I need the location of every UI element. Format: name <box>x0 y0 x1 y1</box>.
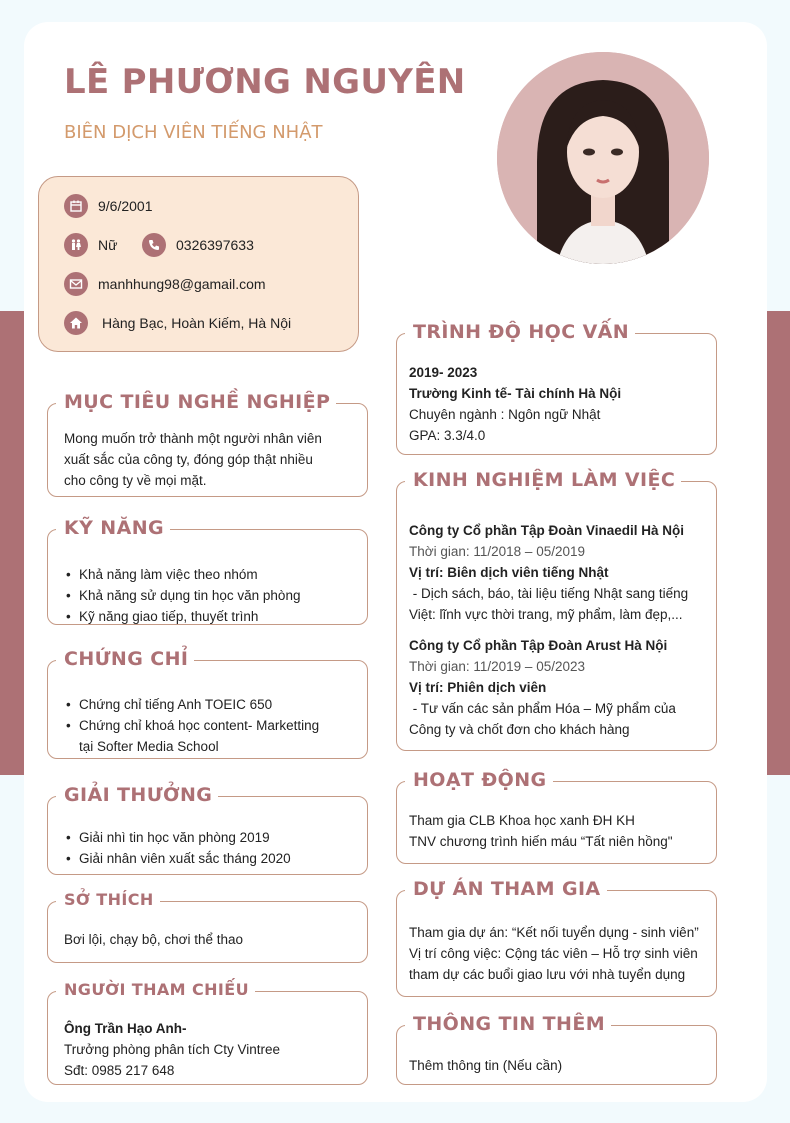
home-icon <box>64 311 88 335</box>
objective-line: Mong muốn trở thành một người nhân viên <box>64 431 322 446</box>
job-company: Công ty Cổ phần Tập Đoàn Vinaedil Hà Nội <box>409 523 685 538</box>
email-value: manhhung98@gamail.com <box>98 276 266 292</box>
gender-row <box>64 233 117 257</box>
skills-section <box>47 517 368 625</box>
extra-info-section <box>396 1013 717 1085</box>
skill-item: • Khả năng làm việc theo nhóm <box>58 564 355 585</box>
projects-section <box>396 878 717 997</box>
phone-icon <box>142 233 166 257</box>
project-line: Vị trí công việc: Cộng tác viên – Hỗ trợ sinh viên <box>409 946 698 961</box>
reference-phone: Sđt: 0985 217 648 <box>64 1063 175 1078</box>
address-row <box>64 311 291 335</box>
reference-name: Ông Trần Hạo Anh- <box>64 1021 187 1036</box>
job-description: - Dịch sách, báo, tài liệu tiếng Nhật sang tiếng <box>409 586 689 601</box>
skill-item: • Kỹ năng giao tiếp, thuyết trình <box>58 606 355 627</box>
candidate-name: LÊ PHƯƠNG NGUYÊN <box>64 62 466 102</box>
project-line: tham dự các buổi giao lưu với nhà tuyển dụng <box>409 967 686 982</box>
certificate-item-continuation: tại Softer Media School <box>79 739 219 754</box>
job-description: Việt: lĩnh vực thời trang, mỹ phẩm, làm đẹp,... <box>409 607 683 622</box>
job-description: Công ty và chốt đơn cho khách hàng <box>409 722 630 737</box>
email-row <box>64 272 266 296</box>
award-item: • Giải nhì tin học văn phòng 2019 <box>58 827 355 848</box>
profile-photo <box>497 52 709 264</box>
reference-position: Trưởng phòng phân tích Cty Vintree <box>64 1042 281 1057</box>
references-title: NGƯỜI THAM CHIẾU <box>56 977 255 1003</box>
objective-line: xuất sắc của công ty, đóng góp thật nhiều <box>64 452 313 467</box>
experience-section <box>396 469 717 751</box>
project-line: Tham gia dự án: “Kết nối tuyển dụng - sinh viên” <box>409 925 699 940</box>
job-time: Thời gian: 11/2018 – 05/2019 <box>409 544 585 559</box>
activity-line: Tham gia CLB Khoa học xanh ĐH KH <box>409 813 635 828</box>
objective-section <box>47 391 368 497</box>
objective-title: MỤC TIÊU NGHỀ NGHIỆP <box>56 389 336 415</box>
certificates-title: CHỨNG CHỈ <box>56 646 194 672</box>
hobbies-title: SỞ THÍCH <box>56 887 160 913</box>
job-time: Thời gian: 11/2019 – 05/2023 <box>409 659 585 674</box>
mail-icon <box>64 272 88 296</box>
gender-icon <box>64 233 88 257</box>
awards-title: GIẢI THƯỞNG <box>56 782 218 808</box>
job-description: - Tư vấn các sản phẩm Hóa – Mỹ phẩm của <box>409 701 676 716</box>
right-accent-band <box>766 311 790 775</box>
education-major: Chuyên ngành : Ngôn ngữ Nhật <box>409 407 601 422</box>
objective-line: cho công ty về mọi mặt. <box>64 473 207 488</box>
skills-title: KỸ NĂNG <box>56 515 170 541</box>
certificates-section <box>47 648 368 759</box>
calendar-icon <box>64 194 88 218</box>
references-section <box>47 980 368 1085</box>
phone-value: 0326397633 <box>176 237 254 253</box>
job-role: Vị trí: Phiên dịch viên <box>409 680 547 695</box>
address-value: Hàng Bạc, Hoàn Kiếm, Hà Nội <box>102 315 292 331</box>
job-company: Công ty Cổ phần Tập Đoàn Arust Hà Nội <box>409 638 668 653</box>
dob-row <box>64 194 153 218</box>
gender-value: Nữ <box>98 237 118 253</box>
award-item: • Giải nhân viên xuất sắc tháng 2020 <box>58 848 355 869</box>
extra-info-title: THÔNG TIN THÊM <box>405 1011 611 1037</box>
hobbies-text: Bơi lội, chạy bộ, chơi thể thao <box>64 932 244 947</box>
job-role: Vị trí: Biên dịch viên tiếng Nhật <box>409 565 609 580</box>
certificate-item: • Chứng chỉ khoá học content- Marketting <box>58 715 355 736</box>
education-section <box>396 321 717 455</box>
dob-value: 9/6/2001 <box>98 198 153 214</box>
activity-line: TNV chương trình hiến máu “Tất niên hồng" <box>409 834 673 849</box>
contact-info-box <box>38 176 359 352</box>
education-years: 2019- 2023 <box>409 365 478 380</box>
left-accent-band <box>0 311 24 775</box>
hobbies-section <box>47 890 368 963</box>
certificate-item: • Chứng chỉ tiếng Anh TOEIC 650 <box>58 694 355 715</box>
projects-title: DỰ ÁN THAM GIA <box>405 876 607 902</box>
education-title: TRÌNH ĐỘ HỌC VẤN <box>405 319 635 345</box>
activities-section <box>396 769 717 864</box>
awards-section <box>47 784 368 875</box>
experience-title: KINH NGHIỆM LÀM VIỆC <box>405 467 681 493</box>
education-gpa: GPA: 3.3/4.0 <box>409 428 486 443</box>
extra-info-text: Thêm thông tin (Nếu cần) <box>409 1058 563 1073</box>
education-school: Trường Kinh tế- Tài chính Hà Nội <box>409 386 622 401</box>
job-title: BIÊN DỊCH VIÊN TIẾNG NHẬT <box>64 122 323 143</box>
skill-item: • Khả năng sử dụng tin học văn phòng <box>58 585 355 606</box>
activities-title: HOẠT ĐỘNG <box>405 767 553 793</box>
phone-row <box>142 233 254 257</box>
